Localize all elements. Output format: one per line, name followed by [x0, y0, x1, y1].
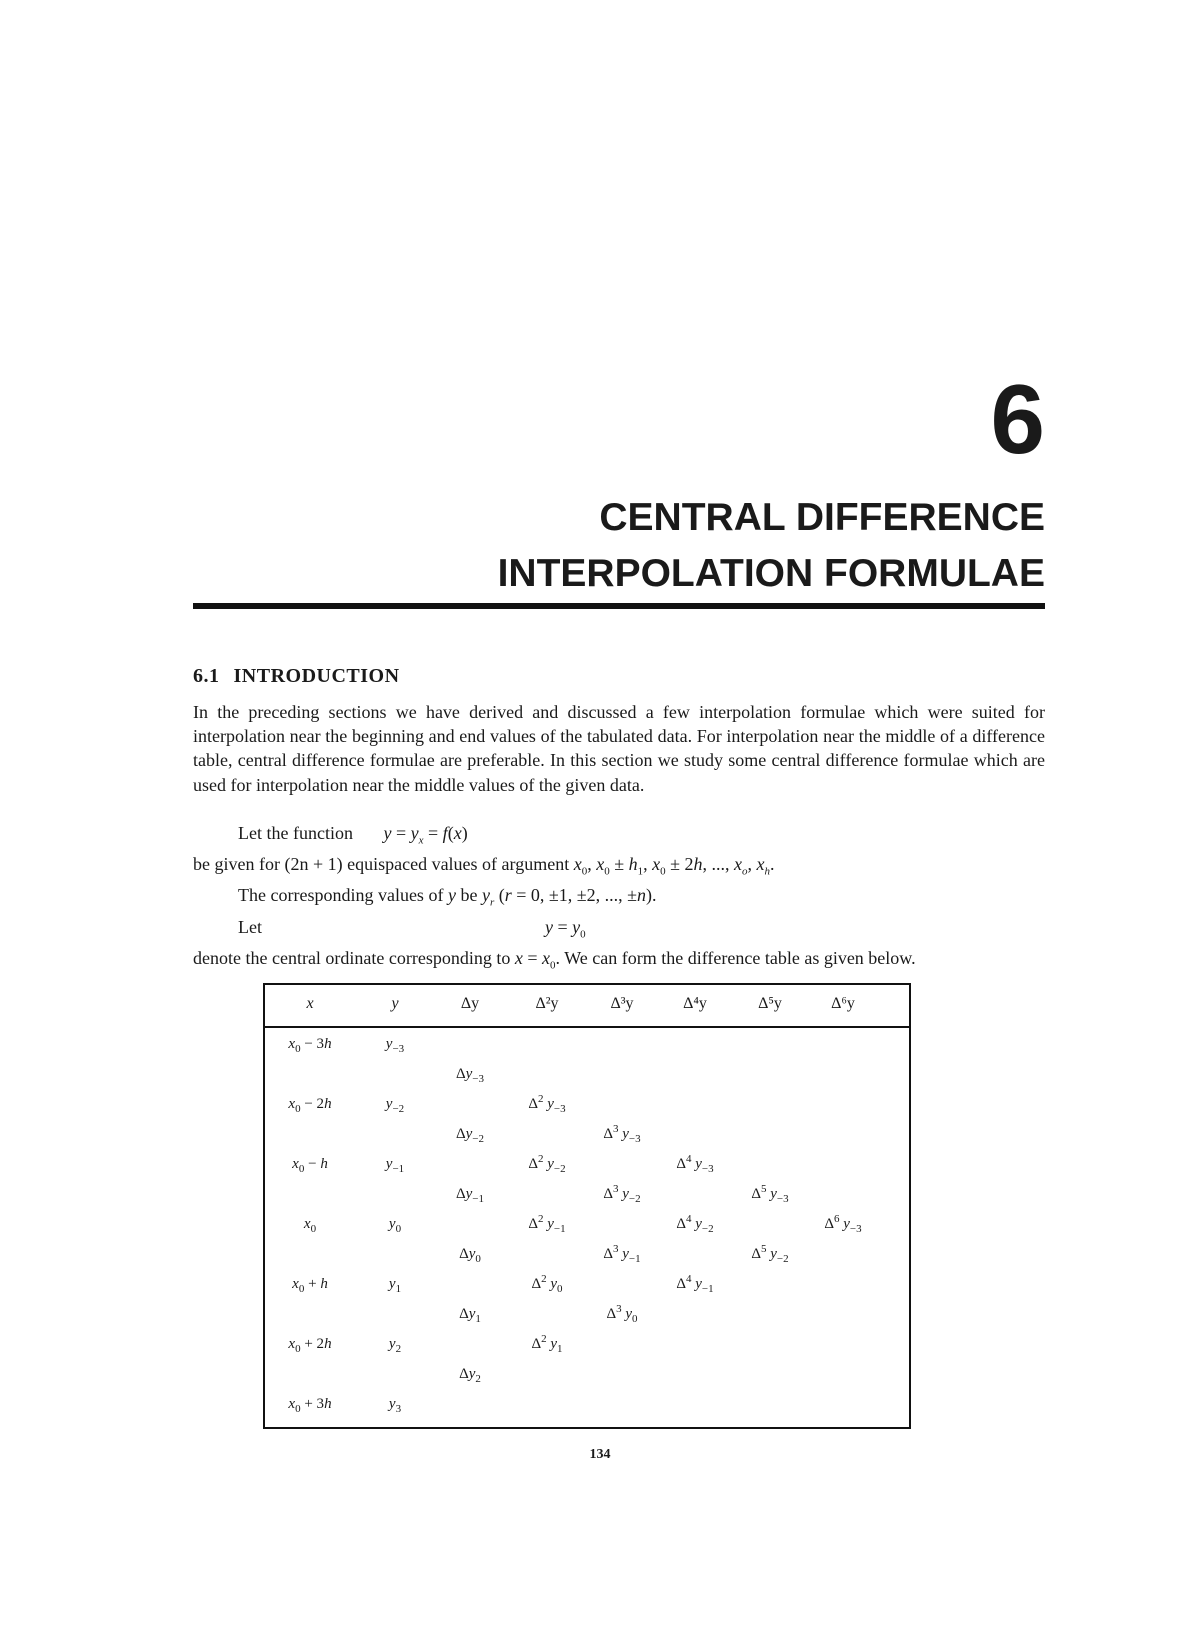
table-cell: $\Delta y_{-3}$	[455, 1066, 485, 1085]
table-cell: $\Delta y_{-2}$	[455, 1126, 485, 1145]
table-cell: $\Delta y_1$	[459, 1306, 481, 1325]
given-for-line	[193, 854, 775, 878]
table-cell: $\Delta^6$ $y_{-3}$	[824, 1213, 862, 1235]
table-cell: $\Delta y_2$	[459, 1366, 481, 1385]
table-cell: $\Delta y_0$	[459, 1246, 481, 1265]
corresponding-line: The corresponding values of y be $y_r$ (r = 0, ±1, ±2, ..., ±n).	[238, 885, 657, 909]
difference-table	[263, 983, 911, 1429]
table-cell: $\Delta^3$ $y_0$	[606, 1303, 638, 1325]
section-title: INTRODUCTION	[233, 665, 400, 687]
table-cell: $x_0 + 3h$	[288, 1396, 332, 1415]
chapter-number: 6	[990, 364, 1045, 474]
table-cell: $x_0 + h$	[292, 1276, 328, 1295]
table-cell: $y_0$	[388, 1216, 402, 1235]
table-cell: $x_0 + 2h$	[288, 1336, 332, 1355]
table-cell: $\Delta^2$ $y_0$	[531, 1273, 563, 1295]
section-number: 6.1	[193, 665, 220, 687]
let-line	[238, 917, 262, 938]
table-cell: $\Delta^2$ $y_1$	[531, 1333, 563, 1355]
table-cell: $\Delta^2$ $y_{-1}$	[528, 1213, 566, 1235]
section-heading	[193, 665, 400, 688]
table-header: Δ⁵y	[758, 995, 782, 1012]
table-cell: $x_0 - 2h$	[288, 1096, 332, 1115]
central-ordinate-equation: $y = y_0$	[545, 917, 586, 941]
title-rule	[193, 603, 1045, 609]
table-header: y	[391, 995, 399, 1012]
denote-text: denote the central ordinate corresponding to	[193, 948, 511, 968]
table-cell: $\Delta^2$ $y_{-3}$	[528, 1093, 566, 1115]
intro-paragraph: In the preceding sections we have derived and discussed a few interpolation formulae which were suited for interpolation near the beginning and end values of the tabulated data. For interpolation near the middle of a difference table, central difference formulae are preferable. In this section we study some central difference formulae which are used for interpolation near the middle values of the given data.	[193, 702, 1045, 795]
corresponding-values: $y_r$ (r = 0, ±1, ±2, ..., ±n).	[481, 885, 657, 909]
table-header: Δ³y	[610, 995, 634, 1012]
table-cell: $x_0 - 3h$	[288, 1036, 332, 1055]
table-cell: $\Delta^3$ $y_{-2}$	[603, 1183, 641, 1205]
table-cell: $x_0 - h$	[292, 1156, 328, 1175]
table-header: Δ²y	[535, 995, 559, 1012]
table-header: Δy	[460, 995, 480, 1012]
table-cell: $\Delta^4$ $y_{-2}$	[676, 1213, 714, 1235]
let-text: Let	[238, 917, 262, 937]
table-cell: $y_{-2}$	[385, 1096, 405, 1115]
table-cell: $\Delta^3$ $y_{-1}$	[603, 1243, 641, 1265]
chapter-title	[190, 490, 1045, 602]
table-cell: $\Delta^4$ $y_{-1}$	[676, 1273, 714, 1295]
table-cell: $\Delta^3$ $y_{-3}$	[603, 1123, 641, 1145]
table-cell: $x_0$	[303, 1216, 317, 1235]
header-separator	[265, 1026, 909, 1028]
let-function-line	[238, 823, 468, 847]
given-for-text: be given for (2n + 1) equispaced values of argument	[193, 854, 570, 874]
chapter-title-line1: CENTRAL DIFFERENCE	[599, 496, 1045, 539]
let-function-text: Let the function	[238, 823, 353, 843]
table-cell: $\Delta^5$ $y_{-2}$	[751, 1243, 789, 1265]
page-number: 134	[589, 1447, 611, 1462]
table-cell: $y_3$	[388, 1396, 402, 1415]
table-cell: $y_1$	[388, 1276, 402, 1295]
chapter-title-line2: INTERPOLATION FORMULAE	[497, 552, 1045, 595]
table-cell: $y_2$	[388, 1336, 402, 1355]
table-cell: $\Delta^2$ $y_{-2}$	[528, 1153, 566, 1175]
table-cell: $\Delta^4$ $y_{-3}$	[676, 1153, 714, 1175]
be-text: be	[460, 885, 478, 905]
table-cell: $y_{-3}$	[385, 1036, 405, 1055]
table-cell: $y_{-1}$	[385, 1156, 405, 1175]
we-can-form-text: We can form the difference table as given below.	[564, 948, 916, 968]
table-header: Δ⁶y	[831, 995, 855, 1012]
table-header: x	[306, 995, 314, 1012]
denote-line	[193, 948, 916, 972]
corresponding-text: The corresponding values of	[238, 885, 444, 905]
table-cell: $\Delta y_{-1}$	[455, 1186, 485, 1205]
table-cell: $\Delta^5$ $y_{-3}$	[751, 1183, 789, 1205]
table-header: Δ⁴y	[683, 995, 707, 1012]
function-equation: $y = y_x = f(x)$	[383, 823, 468, 847]
central-x: $x = x_0$.	[514, 948, 561, 972]
argument-values: $x_0$, $x_0 \pm h_1$, $x_0 \pm 2h$, ..., $x_o$, $x_h$.	[573, 854, 775, 878]
